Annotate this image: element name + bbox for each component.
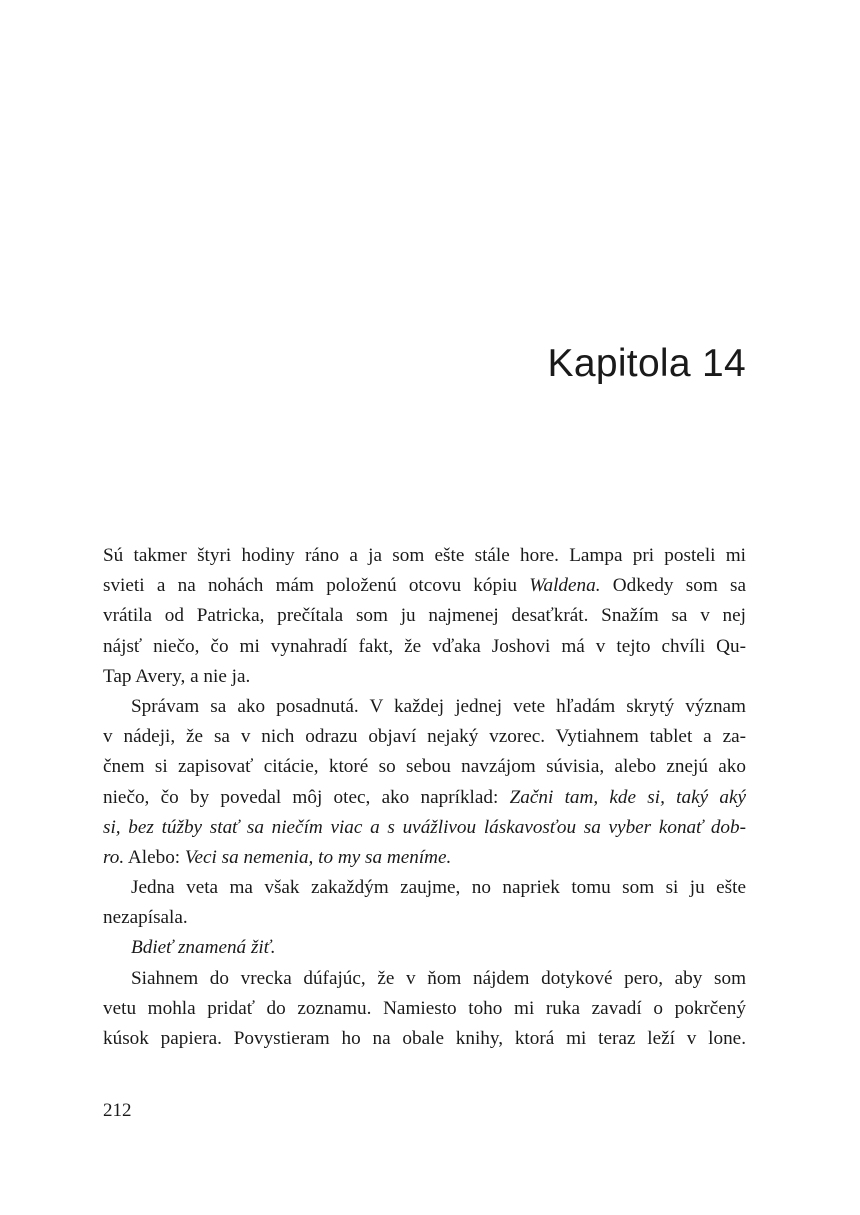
- text-line: v nádeji, že sa v nich odrazu objaví nejaký vzorec. Vytiahnem tablet a za-: [103, 726, 746, 748]
- text-line: vrátila od Patricka, prečítala som ju najmenej desaťkrát. Snažím sa v nej: [103, 605, 746, 627]
- text-line: [103, 813, 746, 843]
- chapter-title: Kapitola 14: [547, 342, 746, 385]
- text-line: svieti a na nohách mám položenú otcovu kópiu Waldena. Odkedy som sa: [103, 575, 746, 597]
- text-line: ro. Alebo: Veci sa nemenia, to my sa meníme.: [103, 846, 452, 868]
- quote-italic: si, bez túžby stať sa niečím viac a s uvážlivou láskavosťou sa vyber konať dob-: [103, 816, 746, 838]
- text-line: Správam sa ako posadnutá. V každej jednej vete hľadám skrytý význam: [131, 695, 746, 717]
- text-line: vetu mohla pridať do zoznamu. Namiesto toho mi ruka zavadí o pokrčený: [103, 997, 746, 1019]
- text-line: Jedna veta ma však zakaždým zaujme, no napriek tomu som si ju ešte: [131, 877, 746, 899]
- text-line: kúsok papiera. Povystieram ho na obale knihy, ktorá mi teraz leží v lone.: [103, 1028, 746, 1049]
- quote-italic: ro.: [103, 846, 125, 868]
- text-line: Tap Avery, a nie ja.: [103, 665, 251, 687]
- text-line: nezapísala.: [103, 907, 188, 929]
- book-title-italic: Waldena.: [529, 575, 601, 597]
- text-line: Sú takmer štyri hodiny ráno a ja som ešte stále hore. Lampa pri posteli mi: [103, 545, 746, 566]
- body-text: [103, 541, 746, 1054]
- text-line: Siahnem do vrecka dúfajúc, že v ňom nájdem dotykové pero, aby som: [131, 967, 746, 989]
- quote-italic: Bdieť znamená žiť.: [131, 937, 276, 959]
- text-line: čnem si zapisovať citácie, ktoré so sebou navzájom súvisia, alebo znejú ako: [103, 756, 746, 778]
- quote-italic: Veci sa nemenia, to my sa meníme.: [184, 846, 452, 868]
- text-line: [103, 933, 746, 963]
- text-line: nájsť niečo, čo mi vynahradí fakt, že vďaka Joshovi má v tejto chvíli Qu-: [103, 635, 746, 657]
- text-line: niečo, čo by povedal môj otec, ako napríklad: Začni tam, kde si, taký aký: [103, 786, 746, 808]
- quote-italic: Začni tam, kde si, taký aký: [509, 786, 746, 808]
- page-number: 212: [103, 1100, 132, 1121]
